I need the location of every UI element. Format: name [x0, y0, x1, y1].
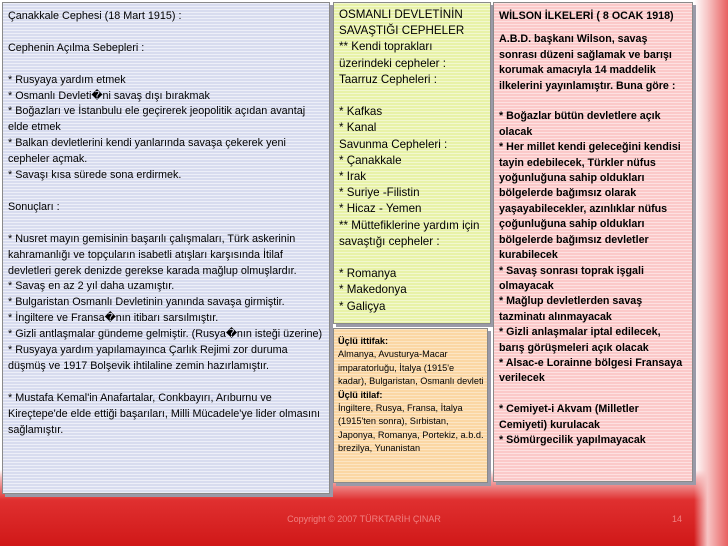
ottoman-fronts-text: OSMANLI DEVLETİNİN SAVAŞTIĞI CEPHELER ** Kendi toprakları üzerindeki cepheler : Taarruz Cepheleri : * Kafkas * Kanal Savunma Cepheleri : * Çanakkale * Irak * Suriye -Filistin * Hicaz - Yemen ** Müttefiklerine yardım için savaştığı cepheler : * Romanya * Makedonya * Galiçya — [339, 8, 480, 313]
wilson-principles-box — [493, 2, 693, 482]
slide-number: 14 — [671, 514, 682, 524]
wilson-principles-content — [499, 9, 688, 448]
alliances-box — [333, 328, 488, 483]
slide-red-edge — [694, 0, 728, 546]
triple-entente-members: İngiltere, Rusya, Fransa, İtalya (1915'ten sonra), Sırbistan, Japonya, Romanya, Portekiz, a.b.d. brezilya, Yunanistan — [338, 403, 487, 454]
canakkale-front-text: Çanakkale Cephesi (18 Mart 1915) : Cephenin Açılma Sebepleri : * Rusyaya yardım etmek * Osmanlı Devleti�ni savaş dışı bırakmak * Boğazları ve İstanbulu ele geçirerek jeopolitik açıdan avantaj elde etmek * Balkan devletlerini kendi yanlarında savaşa çekerek yeni cepheler açmak. * Savaşı kısa sürede sona erdirmek. Sonuçları : * Nusret mayın gemisinin başarılı çalışmaları, Türk askerinin kahramanlığı ve topçuların isabetli atışları karşısında İtilaf devletleri gerek denizde gerekse karada mağlup olmuşlardır. * Savaş en az 2 yıl daha uzamıştır. * Bulgaristan Osmanlı Devletinin yanında savaşa girmiştir. * İngiltere ve Fransa�nın itibarı sarsılmıştır. * Gizli antlaşmalar gündeme gelmiştir. (Rusya�nın isteği üzerine) * Rusyaya yardım yapılamayınca Çarlık Rejimi zor duruma düşmüş ve 1917 Bolşevik ihtilaline zemin hazırlamıştır. * Mustafa Kemal'in Anafartalar, Conkbayırı, Arıburnu ve Kireçtepe'de elde ettiği başarıları, Milli Mücadele'ye lider olmasını sağlamıştır. — [8, 10, 323, 436]
footer-copyright: Copyright © 2007 TÜRKTARİH ÇINAR — [287, 514, 441, 524]
wilson-principles-text: A.B.D. başkanı Wilson, savaş sonrası düzeni sağlamak ve barışı korumak amacıyla 14 maddelik ilkelerini yayınlamıştır. Buna göre : * Boğazlar bütün devletlere açık olacak * Her millet kendi geleceğini kendisi tayin edebilecek, Türkler nüfus yoğunluğuna sahip oldukları bölgelerde bağımsız olarak yaşayabilecekler, azınlıklar nüfus çoğunluğuna sahip oldukları bölgelerde bağımsız devletler kurabilecek * Savaş sonrası toprak işgali olmayacak * Mağlup devletlerden savaş tazminatı alınmayacak * Gizli anlaşmalar iptal edilecek, barış görüşmeleri açık olacak * Alsac-e Lorainne bölgesi Fransaya verilecek * Cemiyet-i Akvam (Milletler Cemiyeti) kurulacak * Sömürgecilik yapılmayacak — [499, 33, 683, 446]
canakkale-front-box — [2, 2, 330, 494]
alliances-text — [338, 335, 487, 456]
ottoman-fronts-box — [333, 2, 491, 324]
wilson-principles-heading: WİLSON İLKELERİ ( 8 OCAK 1918) — [499, 10, 674, 22]
triple-alliance-members: Almanya, Avusturya-Macar imparatorluğu, İtalya (1915'e kadar), Bulgaristan, Osmanlı devleti — [338, 349, 484, 387]
triple-entente-title: Üçlü itilaf: — [338, 389, 383, 400]
triple-alliance-title: Üçlü ittifak: — [338, 336, 389, 346]
